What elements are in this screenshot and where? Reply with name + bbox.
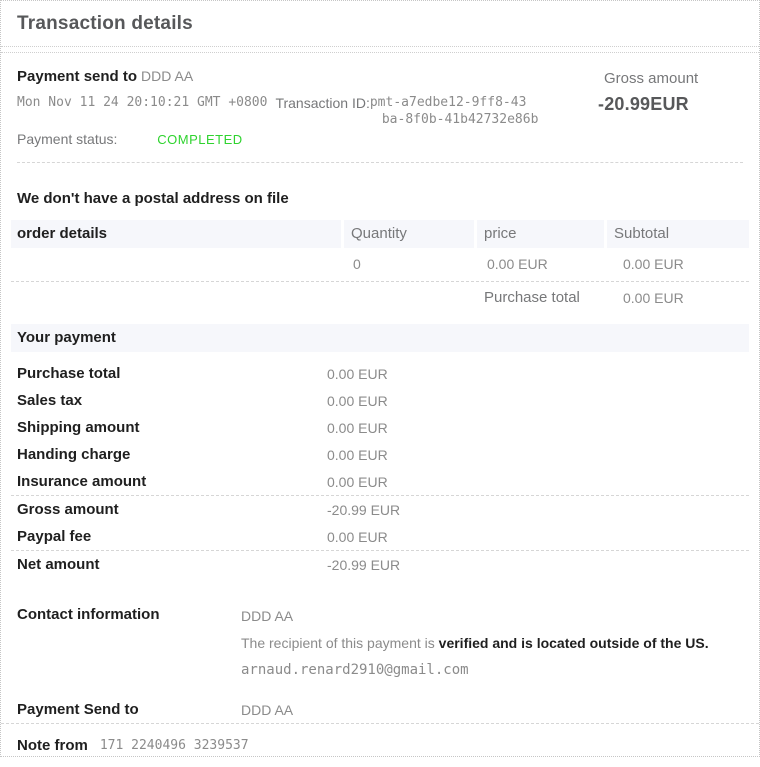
purchase-total-value: 0.00 EUR — [623, 290, 684, 306]
date-transaction-line — [17, 94, 538, 128]
order-details-table — [17, 220, 743, 314]
payment-row-insurance-amount: Insurance amount 0.00 EUR — [17, 473, 388, 490]
payment-row-sales-tax: Sales tax 0.00 EUR — [17, 392, 388, 409]
postal-address-notice: We don't have a postal address on file — [17, 190, 289, 207]
payment-send-to-label-bottom: Payment Send to — [17, 701, 139, 718]
order-item-cell — [11, 248, 341, 281]
note-from-label: Note from — [17, 737, 88, 754]
payment-summary-left — [17, 68, 538, 147]
payment-row-purchase-total: Purchase total 0.00 EUR — [17, 365, 388, 382]
gross-amount-summary — [598, 70, 716, 147]
note-from-value: 171 2240496 3239537 — [99, 738, 249, 753]
quantity-cell: 0 — [353, 256, 361, 272]
subtotal-header: Subtotal — [607, 220, 749, 248]
contact-name: DDD AA — [241, 608, 294, 624]
gross-amount-value: -20.99EUR — [598, 94, 689, 114]
payment-row-handing-charge: Handing charge 0.00 EUR — [17, 446, 388, 463]
note-from-section — [1, 723, 759, 767]
payment-send-to-section — [17, 696, 743, 723]
payment-row-paypal-fee: Paypal fee 0.00 EUR — [17, 528, 388, 545]
order-details-header: order details — [11, 220, 341, 248]
transaction-id-label: Transaction ID: — [275, 95, 370, 111]
order-table-header — [11, 220, 749, 248]
payment-send-to-label: Payment send to — [17, 68, 138, 85]
purchase-total-label: Purchase total — [484, 289, 580, 306]
price-header: price — [477, 220, 604, 248]
payment-row-gross-amount: Gross amount -20.99 EUR — [17, 501, 401, 518]
payment-row-shipping-amount: Shipping amount 0.00 EUR — [17, 419, 388, 436]
transaction-id-line2: ba-8f0b-41b42732e86b — [381, 112, 539, 127]
your-payment-header: Your payment — [11, 324, 749, 352]
transaction-id-value — [370, 94, 539, 128]
quantity-header: Quantity — [344, 220, 474, 248]
gross-amount-label: Gross amount — [604, 70, 699, 87]
recipient-verification-line: The recipient of this payment is verified and is located outside of the US. — [241, 635, 709, 651]
your-payment-rows — [17, 360, 743, 578]
page-title: Transaction details — [17, 13, 193, 34]
recipient-verification-bold: verified and is located outside of the US. — [438, 635, 709, 651]
payment-row-net-amount: Net amount -20.99 EUR — [17, 556, 401, 573]
purchase-total-row — [11, 282, 749, 314]
contact-information-details — [241, 603, 709, 684]
subtotal-cell: 0.00 EUR — [623, 256, 684, 272]
transaction-id-line1: pmt-a7edbe12-9ff8-43 — [369, 95, 527, 110]
payment-status-badge: COMPLETED — [157, 132, 243, 147]
payee-name: DDD AA — [141, 68, 194, 84]
title-bar — [1, 1, 759, 47]
payment-status-line — [17, 131, 538, 147]
contact-email: arnaud.renard2910@gmail.com — [241, 662, 469, 678]
payment-send-to-line — [17, 68, 538, 85]
main-content — [1, 52, 759, 723]
contact-information-section — [17, 603, 743, 684]
payment-status-label: Payment status: — [17, 131, 118, 147]
payment-summary — [17, 53, 743, 163]
payment-send-to-name: DDD AA — [241, 701, 294, 718]
order-table-row — [11, 248, 749, 281]
price-cell: 0.00 EUR — [487, 256, 548, 272]
transaction-date: Mon Nov 11 24 20:10:21 GMT +0800 — [17, 95, 268, 110]
contact-information-label: Contact information — [17, 606, 160, 623]
